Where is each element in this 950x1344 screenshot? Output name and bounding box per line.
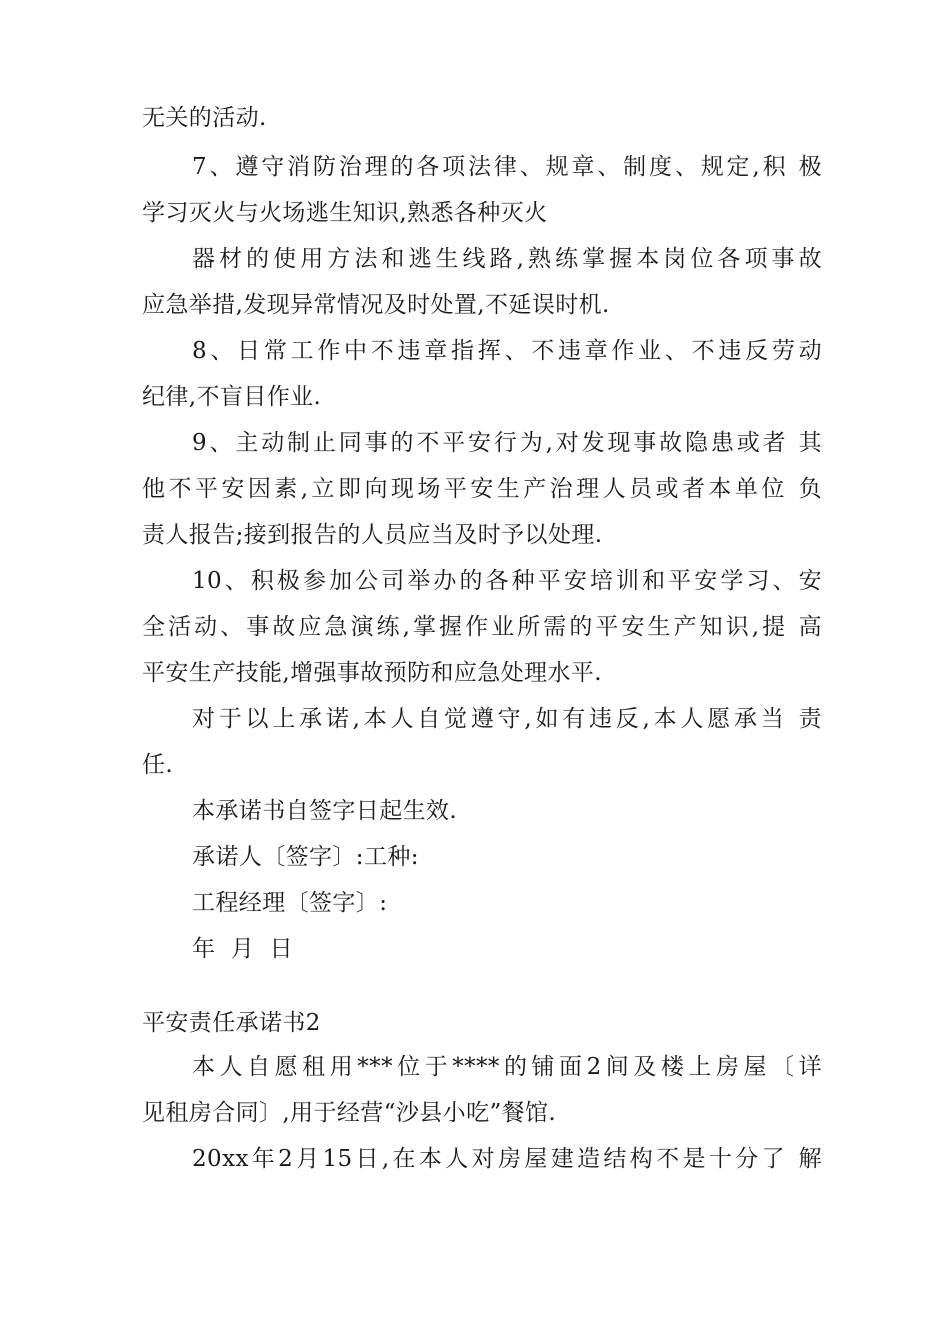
text-line: 7、遵守消防治理的各项法律、规章、制度、规定,积 极	[192, 154, 822, 180]
text-line: 8、日常工作中不违章指挥、不违章作业、不违反劳动	[192, 338, 822, 364]
text-line: 见租房合同〕,用于经营“沙县小吃”餐馆.	[142, 1100, 557, 1126]
text-line: 平安生产技能,增强事故预防和应急处理水平.	[142, 660, 603, 686]
text-line: 本承诺书自签字日起生效.	[192, 798, 458, 824]
text-line: 学习灭火与火场逃生知识,熟悉各种灭火	[142, 200, 548, 226]
text-line: 器材的使用方法和逃生线路,熟练掌握本岗位各项事故	[192, 246, 822, 272]
text-line: 对于以上承诺,本人自觉遵守,如有违反,本人愿承当 责	[192, 706, 822, 732]
section-title: 平安责任承诺书2	[142, 1010, 321, 1036]
text-line: 10、积极参加公司举办的各种平安培训和平安学习、安	[192, 568, 822, 594]
text-line: 20xx年2月15日,在本人对房屋建造结构不是十分了 解	[192, 1146, 822, 1172]
text-line: 纪律,不盲目作业.	[142, 384, 322, 410]
text-line: 9、主动制止同事的不平安行为,对发现事故隐患或者 其	[192, 430, 822, 456]
signature-line-manager: 工程经理〔签字〕:	[192, 890, 388, 916]
signature-line-promisor: 承诺人〔签字〕:工种:	[192, 844, 419, 870]
text-line: 应急举措,发现异常情况及时处置,不延误时机.	[142, 292, 610, 318]
date-line: 年 月 日	[192, 936, 294, 962]
text-line: 本人自愿租用***位于****的铺面2间及楼上房屋〔详	[192, 1054, 822, 1080]
text-line: 无关的活动.	[142, 105, 267, 131]
text-line: 任.	[142, 752, 174, 778]
text-line: 全活动、事故应急演练,掌握作业所需的平安生产知识,提 高	[142, 614, 822, 640]
text-line: 责人报告;接到报告的人员应当及时予以处理.	[142, 522, 603, 548]
text-line: 他不平安因素,立即向现场平安生产治理人员或者本单位 负	[142, 476, 822, 502]
